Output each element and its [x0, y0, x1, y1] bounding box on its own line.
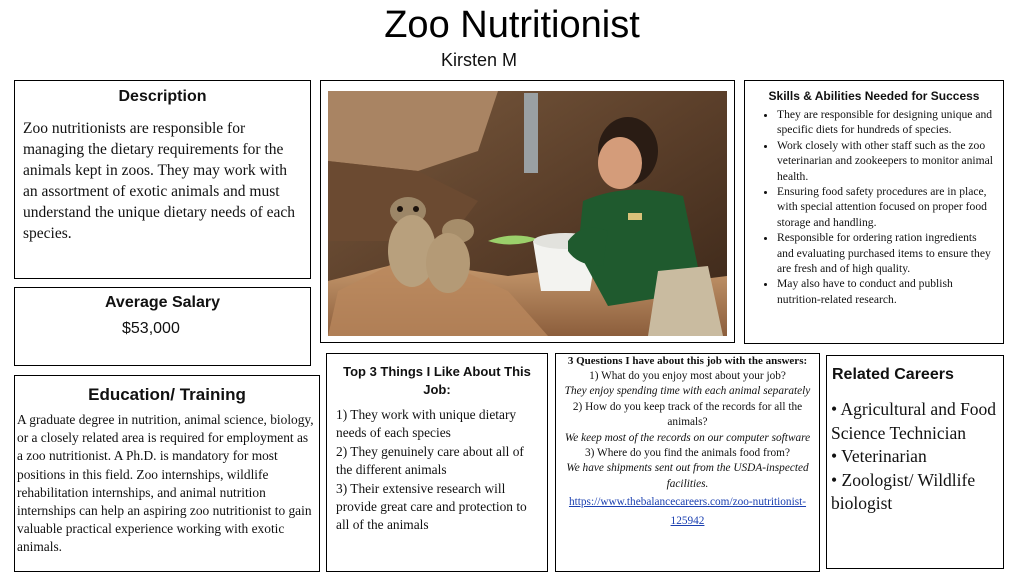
skills-heading: Skills & Abilities Needed for Success [768, 89, 980, 103]
source-link[interactable]: https://www.thebalancecareers.com/zoo-nutritionist-125942 [568, 496, 807, 527]
education-panel [14, 375, 320, 572]
related-item: • Zoologist/ Wildlife biologist [831, 469, 976, 513]
author-name: Kirsten M [441, 50, 518, 70]
zookeeper-meerkat-photo [328, 91, 727, 336]
answer-1: They enjoy spending time with each animal separately [564, 385, 811, 398]
related-item: • Veterinarian [831, 446, 927, 466]
question-3: 3) Where do you find the animals food from? [585, 447, 790, 460]
top3-item: 3) Their extensive research will provide great care and protection to all of the animals [336, 480, 527, 533]
answer-3: We have shipments sent out from the USDA-inspected facilities. [566, 462, 809, 490]
related-item: • Agricultural and Food Science Technician [831, 399, 997, 443]
description-panel [14, 80, 311, 279]
top3-panel [326, 353, 548, 572]
top3-item: 1) They work with unique dietary needs of each species [336, 407, 517, 441]
top3-item: 2) They genuinely care about all of the different animals [336, 443, 524, 478]
questions-panel [555, 353, 820, 572]
skills-item: • May also have to conduct and publish nutrition-related research. [777, 276, 995, 307]
question-2: 2) How do you keep track of the records for all the animals? [572, 400, 803, 429]
related-list [831, 398, 1003, 516]
description-text: Zoo nutritionists are responsible for managing the dietary requirements for the animals kept in zoos. They may work with an assortment of exotic animals and must understand the unique dietary needs of each species. [23, 120, 296, 242]
skills-item: • They are responsible for designing unique and specific diets for hundreds of species. [777, 107, 995, 138]
related-careers-panel [826, 355, 1004, 569]
salary-panel [14, 287, 311, 366]
question-1: 1) What do you enjoy most about your job? [589, 370, 786, 382]
skills-list [745, 107, 1003, 307]
top3-list [336, 406, 541, 535]
page-title: Zoo Nutritionist [384, 4, 640, 46]
related-heading: Related Careers [832, 366, 954, 383]
photo-panel [320, 80, 735, 343]
skills-item: • Responsible for ordering ration ingredients and evaluating purchased items to ensure they are fresh and of high quality. [777, 230, 995, 276]
education-heading: Education/ Training [88, 385, 246, 404]
skills-item: • Ensuring food safety procedures are in place, with special attention focused on proper food storage and handling. [777, 184, 995, 230]
salary-heading: Average Salary [104, 294, 221, 311]
skills-panel [744, 80, 1004, 344]
answer-2: We keep most of the records on our computer software [564, 431, 811, 444]
education-text: A graduate degree in nutrition, animal science, biology, or a closely related area is required for employment as a zoo nutritionist. A Ph.D. is mandatory for most positions in this field. Zoo internships, wildlife rehabilitation internships, and animal nutrition internships can help an aspiring zoo nutritionist to gain valuable practical experience working with exotic animals. [17, 412, 314, 555]
description-heading: Description [118, 88, 207, 105]
salary-value: $53,000 [122, 320, 180, 337]
top3-heading: Top 3 Things I Like About This Job: [343, 364, 531, 397]
questions-heading: 3 Questions I have about this job with the answers: [567, 355, 808, 367]
skills-item: • Work closely with other staff such as the zoo veterinarian and zookeepers to monitor animal health. [777, 138, 995, 184]
